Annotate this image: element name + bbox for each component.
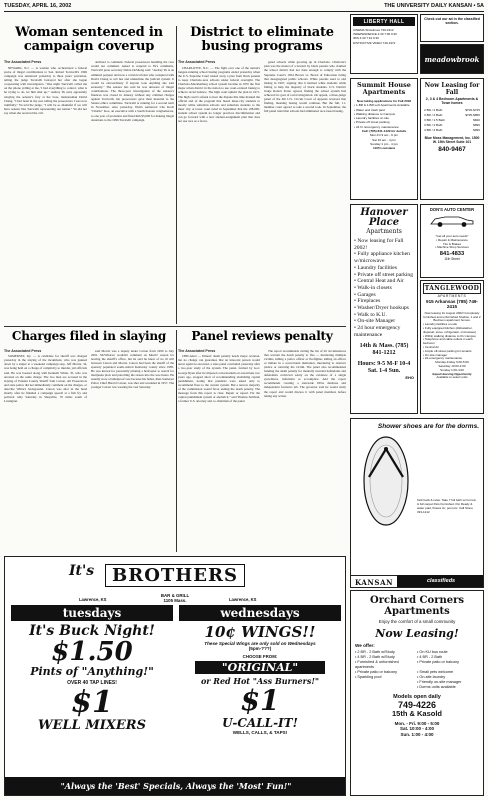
feature-item: • Fireplaces — [354, 298, 414, 305]
leasing-title: Now Leasing for Fall — [424, 82, 480, 96]
price-row — [424, 128, 480, 133]
story-body-col-2 — [91, 349, 174, 545]
orchard-offer: We offer: — [355, 643, 375, 648]
feature-item: • Walk to K.U. — [354, 312, 414, 319]
story-body-col-1 — [4, 60, 87, 330]
section-rule — [4, 326, 346, 327]
wings-deal: 10¢ WINGS!! — [204, 623, 316, 641]
showtime-row: CINEMA Showtimes 749-1912 — [353, 28, 394, 32]
story-body-text: SOMERSET, Ky. — A candidate for sheriff was charged yesterday in the slaying of the incumbent, who was gunned down by a sniper at a weekend campaign stop. Jeff Morris, 34, was being held on a charge of complicity to murder, jail officials said. He was booked along with Kenneth White, 35, who was arrested on the same charge. The two men are accused in the slaying of Pulaski County Sheriff Sam Catron. All Prosecutors and state police did not immediately comment on the charges, or describe White's background. Catron was shot in the head shortly after he finished a campaign speech at a fish fry and political rally Saturday in Shopville, 70 miles south of Lexington. — [4, 354, 87, 404]
hanover-address: 14th & Mass. (785) 841-1212 — [359, 342, 409, 356]
story-body-col-1 — [4, 349, 87, 545]
story-body-text: CHICAGO — Illinois' death penalty needs major revision, but no change can guarantee that an innocent person would never again be executed, a state panel concluded yesterday after a two-year study of the system. The panel, formed by Gov. George Ryan after he imposed a moratorium on executions two years ago, stopped short of recommending abolishing capital punishment, noting that panelists were asked only to recommend fixes to the current system. But a narrow majority of the commission would favor ending the death penalty. The message from this report is clear. Repair or repeal. Fix the capital punishment system or abolish it," said Thomas Sullivan, a former U.S. attorney and co-chairman of the panel. — [178, 354, 260, 404]
unit-type: 3 BR / 2 Bath — [424, 123, 443, 128]
headline-busing-programs[interactable]: District to eliminate busing programs — [190, 25, 334, 54]
ad-dons-auto[interactable] — [420, 204, 484, 278]
shoes-headline: Shower shoes are for the dorms. — [377, 423, 479, 430]
call-it-price: $1 — [240, 684, 280, 717]
story-body-text: gated schools while growing up in Charlotte. Charlotte's plan was the model of a lawsuit by black parents who claimed the school district had not done enough to comply with the Supreme Court's 1954 Brown vs. Board of Education ruling that desegregated public schools. White parents sued to end busing in 1997, arguing that it harmed white students while failing to help the majority of black students. U.S. District Judge Robert Potter agreed, finding the school system had achieved its goal of racial integration. On appeal, a three-judge panel of the 4th U.S. Circuit Court of Appeals reversed that finding, meaning busing would continue. But the full, 11-member court agreed to take a second look. In September, the full panel ruled that schools had eliminated race-based busing. — [264, 60, 346, 114]
ad-hanover-place[interactable] — [350, 204, 418, 414]
orchard-feature: • Private patio or balcony — [417, 660, 479, 670]
showtime-row: IRIS 4:40 7:10 9:30 — [353, 36, 379, 41]
ad-tanglewood[interactable] — [420, 280, 484, 414]
feature-item: • On-site Manager — [354, 318, 414, 325]
byline: The Associated Press — [4, 348, 42, 353]
brothers-address: 1105 Mass. — [163, 598, 187, 603]
summit-line: • Laundry facilities on site — [354, 116, 389, 121]
summit-line: • 1-BR & 1-BR Loft Apartments Available — [354, 103, 410, 108]
feature-list — [354, 238, 414, 339]
tanglewood-sub: APARTMENTS — [437, 294, 467, 298]
tap-lines: OVER 40 TAP LINES! — [67, 680, 117, 686]
story-panel-penalty — [178, 330, 346, 552]
brothers-logo: BROTHERS — [105, 564, 245, 587]
story-body-col-1 — [178, 349, 260, 545]
tanglewood-line: • Within walking distance to KU campus — [423, 333, 476, 338]
byline: The Associated Press — [178, 60, 216, 65]
dons-line: • Repair & Maintenance — [436, 237, 468, 242]
wings-time: (5pm-???) — [248, 646, 272, 651]
folio-paper: THE UNIVERSITY DAILY KANSAN • 5A — [384, 3, 484, 9]
call-it-detail: WELLS, CALLS, & TAPS! — [232, 730, 288, 735]
brothers-location-right: Lawrence, KS — [229, 597, 257, 602]
page-folio — [4, 3, 484, 12]
tanglewood-line: • On-site manager — [423, 352, 448, 357]
tanglewood-line: • Ample off-street parking for tenants — [423, 348, 472, 353]
choose-from: CHOOSE FROM: — [242, 654, 278, 659]
wednesday-specials — [179, 623, 341, 773]
brothers-banner — [5, 557, 345, 593]
orchard-name: Orchard Corners Apartments — [370, 595, 464, 617]
feature-item: • Washer/Dryer hookups — [354, 305, 414, 312]
tanglewood-line: Monday-Friday 9:00-5:00 — [435, 360, 469, 365]
summit-line: • Water and trash paid — [354, 107, 385, 112]
tanglewood-line: Equal Housing Opportunity — [432, 371, 472, 376]
unit-price: $700-$725 — [465, 107, 480, 112]
dons-line: Tire & Brakes — [442, 241, 462, 246]
tanglewood-name: TANGLEWOOD — [424, 285, 480, 292]
summit-line: Now taking applications for Fall 2002 — [356, 99, 412, 103]
story-body-text: CHARLOTTE, N.C. — The fight over one of the nation's longest-running school busing programs ended yesterday when the U.S. Supreme Court turned away a plea from black parents to keep Charlotte-area schools under federal oversight. The Charlotte-Mecklenburg school system became in 1970 the first major urban district in the nation to use court-ordered busing to achieve racial balance. The high court upheld the plan in 1971. The high court's refusal to hear the dispute this time marked the official end of the program that bused inner-city students to mostly white suburban schools and suburban students to the inner city. A lower court ruled in September that the 108,000-student school system no longer practices discrimination and can go forward with a new student-assignment plan that does not use race as a factor. — [178, 65, 260, 124]
orchard-hours — [355, 721, 479, 738]
story-body-col-2 — [264, 349, 346, 545]
byline: The Associated Press — [4, 60, 42, 65]
tanglewood-line: Sunday 1:00-4:00 — [440, 367, 464, 372]
showtime-row: INDEPENDENCE 4:30 7:00 9:30 — [353, 32, 397, 37]
brothers-footer: "Always the 'Best' Specials, Always the 'Most' Fun!" — [5, 777, 346, 795]
orchard-feature: • Small pets welcome — [417, 670, 479, 675]
dons-line: • Machine Shop Services — [435, 245, 469, 250]
well-mixers: WELL MIXERS — [38, 718, 146, 733]
ad-blue-moss-leasing[interactable] — [420, 78, 484, 200]
orchard-feature: • 2 BR - 2 Bath w/Study — [355, 650, 417, 655]
orchard-feature: • On KU bus route — [417, 650, 479, 655]
orchard-feature: • Friendly on-site manager — [417, 680, 479, 685]
orchard-feature: • On-site laundry — [417, 675, 479, 680]
well-price: $1 — [71, 685, 113, 720]
byline: The Associated Press — [178, 348, 216, 353]
feature-item: • Central Heat and Air — [354, 278, 414, 285]
brothers-its: It's — [69, 563, 95, 579]
story-campaign-coverup — [4, 26, 174, 324]
tanglewood-line: • Laundry facilities on-site — [423, 322, 458, 327]
unit-type: 3 BR / 1.5 Bath — [424, 117, 445, 122]
feature-item: • Laundry facilities — [354, 265, 414, 272]
ad-meadowbrook[interactable] — [420, 44, 484, 74]
orchard-feature: • Private patio or balcony — [355, 670, 417, 675]
ad-orchard-corners[interactable] — [350, 590, 484, 796]
unit-price: $890 — [473, 123, 480, 128]
orchard-feature: • 4 BR - 2 Bath — [417, 655, 479, 660]
price-table — [424, 107, 480, 133]
brothers-location-left: Lawrence, KS — [79, 597, 107, 602]
car-icon — [427, 214, 477, 228]
feature-item: • Garages — [354, 292, 414, 299]
dons-address: 11th Street — [444, 257, 460, 262]
story-body-text: declined to comment. Federal prosecutors handling the case would not comment. Asked to respond to Yu's comments, Torricelli press secretary Debra DeShong said: "Audrey Yu is an admitted perjurer and now a convicted felon who conspired with David Chang to tell lies and undermine the judicial system. It would be extraordinary if anyone took anything she said seriously." The senator has said he was unaware of illegal contributions. The three-year investigation of the senator's finances was closed in January without any criminal charges against Torricelli, but prosecutors gave their material to the Senate ethics committee. Torricelli is running for a second term in November. Also yesterday, Wolin sentenced Cho Koch "Charlie" Koo, an executive with a South Korean conglomerate, to one year of probation and fined him $5,000 for making illegal donations to the 1996 Torricelli campaign. — [91, 60, 174, 122]
unit-price: $990 — [473, 128, 480, 133]
hanover-name: Hanover Place — [360, 207, 408, 228]
story-body-text: NEWARK, N.J. — A woman who orchestrated a federal probe of illegal contributions to Sen. Robert Torricelli's 1996 campaign was sentenced yesterday to three years' probation, telling the judge Torricelli betrayed her after she began cooperating with investigators. "One night Torricelli called me on the phone yelling at me, 'I had everything to control, what is he trying to do, let him shut up,'" Audrey Yu said, apparently relaying the senator's fury at her boss, businessman David Chang. "I had been in my ears telling the prosecutors I was now truthfully," Yu told the judge. "I will be so shameful if we will have senator like Torricelli representing our nation." Yu did not say when she received the call. — [4, 65, 87, 115]
ad-kansan-classifieds[interactable] — [350, 418, 484, 588]
column-rule — [176, 26, 177, 324]
orchard-feature: • Sparkling pool — [355, 675, 417, 680]
tanglewood-line: Now leasing for August 2002! Completely furnished and unfurnished Studios, 1 and 2 Bedroom apartment homes. — [423, 310, 481, 323]
folio-date: TUESDAY, APRIL 16, 2002 — [4, 3, 72, 9]
headline-slaying-charges[interactable]: Charges filed in slaying — [11, 329, 167, 343]
orchard-hours-line: Sun. 1:00 - 4:00 — [400, 731, 434, 737]
wings-hot: or Red Hot "Ass Burners!" — [200, 676, 320, 686]
story-body-col-1 — [178, 60, 260, 330]
summit-line: • 24 hr. Emergency maintenance — [354, 124, 399, 129]
story-body-col-2 — [91, 60, 174, 330]
story-body-text: The report recommends cutting the list of 20 circumstances that warrant the death penalty to five — murdering multiple victims, killing a police officer or firefighter, killing an officer or inmate in a correctional institution, murdering to obstruct justice or torturing the victim. The panel also recommended banning the death penalty for mentally retarded defendants and defendants convicted solely on the evidence of a single eyewitness, informant or accomplice. And the report recommends creating a statewide DNA database and independent forensics lab. The governor said he would study the report and would discuss it with panel members before taking any action. — [264, 348, 346, 398]
story-slaying-charges — [4, 330, 174, 552]
shoes-caption: Kick back & relax. Take 7 full bath w/ hot tub, & full carpet Pets Furnished. Pet Ready & water paid, fitness ctr, pool etc. Call Stone 333-1212 — [417, 498, 477, 514]
story-body-text: said Morris was a deputy under Catron from 1990 to July 2001. McWhorter wouldn't comment on Morris' reason for leaving the sheriff's office, but he said he knew of no ill will between Catron and Morris. Catron had been the sheriff of the sparsely populated south-central Kentucky county since 1985. He was known for personally piloting a helicopter to search for marijuana plots and patrolling the streets into the wee hours. He usually wore a bulletproof vest because his father, then-Somerset Police Chief Harold Catron, was shot and wounded in 1957. The younger Catron was wearing the vest Saturday. — [91, 348, 174, 390]
headline-panel-penalty[interactable]: Panel reviews penalty — [191, 329, 333, 343]
pint-price: $1.50 — [51, 637, 133, 667]
feature-item: • Private off street parking — [354, 272, 414, 279]
day-wednesdays: wednesdays — [179, 605, 341, 621]
buck-night: It's Buck Night! — [29, 623, 155, 639]
classifieds-wordmark: classifieds — [397, 575, 484, 587]
pints-anything: Pints of "Anything!" — [30, 665, 154, 678]
tanglewood-line: • Central Air — [423, 344, 439, 349]
orchard-now-leasing: Now Leasing! — [375, 627, 459, 640]
headline-campaign-coverup[interactable]: Woman sentenced in campaign coverup — [15, 25, 163, 54]
column-rule — [176, 330, 177, 552]
leasing-phone[interactable]: 840-9467 — [438, 146, 466, 154]
feature-item: • Fully appliance kitchen w/microwave — [354, 251, 414, 264]
ad-brothers-bar-grill[interactable] — [4, 556, 346, 796]
eho-mark: EHO — [405, 374, 414, 380]
orchard-hours-line: Sat. 10:00 - 4:00 — [399, 726, 435, 731]
feature-item: • 24 hour emergency maintenance — [354, 325, 414, 338]
u-call-it: U-CALL-IT! — [222, 716, 298, 730]
story-body-col-2 — [264, 60, 346, 330]
summit-line: • Walking distance to Campus — [354, 111, 396, 116]
summit-line: 1105 Louisiana — [372, 146, 395, 151]
orchard-phone[interactable]: 749-4226 — [397, 700, 437, 710]
dons-phone[interactable]: 841-4833 — [439, 251, 465, 258]
unit-price: $820 — [473, 117, 480, 122]
orchard-feature: • Furnished & unfurnished apartments — [355, 660, 417, 670]
ad-summit-house[interactable] — [350, 78, 418, 200]
tanglewood-line: • Fully equipped kitchen (dishwasher, disposal, stove, refrigerator, microwave) — [423, 326, 477, 334]
meadowbrook-logo: meadowbrook — [424, 54, 480, 64]
unit-type: 4 BR / 2 Bath — [424, 128, 443, 133]
kansan-wordmark: KANSAN — [351, 575, 397, 587]
wings-original: "ORIGINAL" — [195, 661, 325, 674]
ad-classified-promo[interactable] — [420, 14, 484, 42]
summit-line: Sunday 1 pm - 4 pm — [370, 141, 398, 146]
orchard-models: Models open daily — [393, 694, 441, 700]
hanover-hours: Hours: 9-5 M-F 10-4 Sat. 1-4 Sun. — [357, 360, 411, 374]
tuesday-specials — [11, 623, 173, 773]
orchard-hours-line: Mon. - Fri. 9:00 - 5:00 — [394, 720, 440, 726]
ad-liberty-hall[interactable] — [350, 14, 418, 74]
day-tuesdays: tuesdays — [11, 605, 173, 621]
tanglewood-line: • Telephone and cable outlets in each bedroom — [423, 337, 473, 346]
orchard-feature: • 4 BR - 2 Bath w/Study — [355, 655, 417, 660]
tanglewood-line: Saturday 10:00-4:00 — [438, 363, 466, 368]
summit-line: Call: (785) 841-1429 for details — [361, 129, 407, 134]
classifieds-strip — [351, 575, 484, 587]
classified-promo-text: Check out our ad in the classified section. — [424, 17, 480, 26]
tanglewood-line: • 24-emergency maintenance — [423, 356, 463, 361]
dons-name: DON'S AUTO CENTER — [429, 207, 475, 212]
wings-note: These Special Wings are only sold on Wednesdays — [204, 641, 316, 646]
flip-flop-icon — [357, 429, 415, 529]
showtime-row: DISTINCTIVE VIDEO 749-1972 — [353, 40, 396, 45]
brothers-subtitle: BAR & GRILL — [160, 593, 190, 598]
unit-type: 2 BR / 2 Bath — [424, 107, 443, 112]
orchard-feature: • Dorms units available — [417, 685, 479, 690]
tanglewood-line: Available to select units — [436, 375, 468, 380]
liberty-hall-logo: LIBERTY HALL — [353, 17, 415, 26]
story-busing-programs — [178, 26, 346, 324]
orchard-address: 15th & Kasold — [391, 709, 442, 718]
management-company: Blue Moss Management, Inc. 1500 W. 15th Street Suite 101 — [424, 135, 480, 145]
unit-price: $795-$850 — [465, 112, 480, 117]
hanover-sub: Apartments — [366, 228, 402, 235]
unit-type: 3 BR / 2 Bath — [424, 112, 443, 117]
orchard-tagline: Enjoy the comfort of a small community — [378, 619, 456, 624]
dons-line: "Get all your auto needs" — [435, 234, 469, 238]
tanglewood-address: 915 Arkansas (785) 749-2415 — [426, 299, 478, 310]
leasing-subtitle: 2, 3 & 4 Bedroom Apartments & Town homes — [425, 97, 479, 105]
feature-item: • Walk-in closets — [354, 285, 414, 292]
feature-item: • Now leasing for Fall 2002! — [354, 238, 414, 251]
summit-line: Mon-Fri 9 am - 6 pm — [369, 133, 399, 138]
summit-line: • Private off street parking — [354, 120, 390, 125]
summit-line: Sat 10 am - 4 pm — [372, 137, 396, 142]
summit-house-name: Summit House Apartments — [357, 81, 411, 96]
